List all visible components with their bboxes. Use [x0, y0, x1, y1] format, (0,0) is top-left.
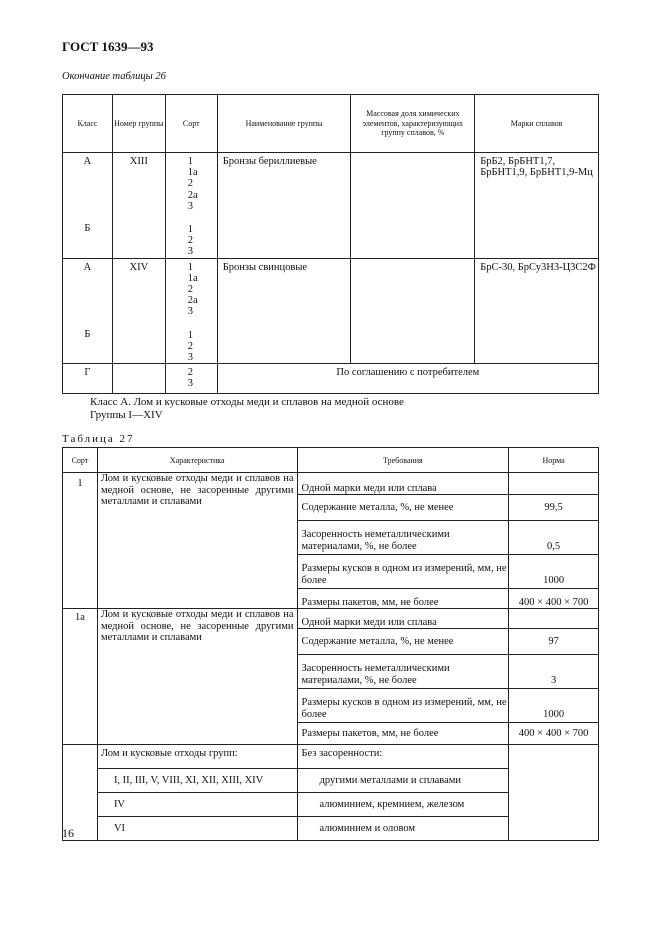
page-number: 16	[62, 826, 74, 840]
header-cell: Марки сплавов	[475, 95, 599, 153]
group-list: I, II, III, V, VIII, XI, XII, XIII, XIV	[97, 769, 297, 793]
sort-value: 2	[187, 340, 194, 352]
group-number: XIII	[112, 153, 165, 259]
sort-value: 1	[187, 329, 194, 341]
norm-cell: 0,5	[509, 521, 599, 555]
table-27	[62, 447, 599, 841]
sort-cell: 1	[63, 473, 98, 609]
class-note-line: Класс А. Лом и кусковые отходы меди и сплавов на медной основе	[90, 396, 404, 408]
sort-value: 3	[187, 378, 194, 390]
sort-value: 3	[187, 306, 194, 318]
sort-value: 2	[187, 367, 194, 379]
requirement-cell: другими металлами и сплавами	[297, 769, 509, 793]
requirement-cell: Содержание металла, %, не менее	[297, 629, 509, 655]
norm-cell: 99,5	[509, 495, 599, 521]
header-cell: Требования	[297, 448, 509, 473]
group-name: Бронзы свинцовые	[217, 258, 351, 364]
header-cell: Сорт	[63, 448, 98, 473]
sort-value: 1а	[187, 272, 198, 284]
class-note-line: Группы I—XIV	[90, 409, 163, 421]
table-header-row	[63, 448, 599, 473]
requirement-cell: Размеры кусков в одном из измерений, мм, не более	[297, 689, 509, 723]
norm-cell: 97	[509, 629, 599, 655]
table-row	[63, 258, 599, 364]
group-number: XIV	[112, 258, 165, 364]
alloy-grades: БрС-30, БрСу3Н3-Ц3С2Ф	[475, 258, 599, 364]
requirement-cell: Засоренность неметаллическими материалами, %, не более	[297, 655, 509, 689]
norm-cell: 400 × 400 × 700	[509, 589, 599, 609]
group-name: Бронзы бериллиевые	[217, 153, 351, 259]
norm-cell: 1000	[509, 555, 599, 589]
page-header: ГОСТ 1639—93	[62, 39, 154, 54]
norm-cell: 400 × 400 × 700	[509, 723, 599, 745]
header-cell: Класс	[63, 95, 113, 153]
sort-value: 3	[187, 200, 194, 212]
groups-intro: Лом и кусковые отходы групп:	[97, 745, 297, 769]
table-27-caption: Таблица 27	[62, 433, 135, 445]
agreement-text: По соглашению с потребителем	[217, 364, 598, 394]
sort-value: 1	[187, 261, 194, 273]
characteristic-cell: Лом и кусковые отходы меди и сплавов на медной основе, не засоренные другими металлами и сплавами	[97, 609, 297, 745]
header-cell: Наименование группы	[217, 95, 351, 153]
sort-value: 1	[187, 224, 194, 236]
sort-value: 1а	[187, 167, 198, 179]
mass-fraction	[351, 153, 475, 259]
class-label: Г	[63, 364, 113, 394]
header-cell: Сорт	[165, 95, 217, 153]
header-cell: Характеристика	[97, 448, 297, 473]
norm-cell	[509, 473, 599, 495]
table-continuation-caption: Окончание таблицы 26	[62, 71, 166, 82]
requirement-cell: алюминием, кремнием, железом	[297, 793, 509, 817]
norm-cell: 1000	[509, 689, 599, 723]
class-label: Б	[84, 328, 91, 340]
group-list: IV	[97, 793, 297, 817]
requirement-cell: Одной марки меди или сплава	[297, 609, 509, 629]
header-cell: Номер группы	[112, 95, 165, 153]
table-row	[63, 609, 599, 629]
requirement-cell: Засоренность неметаллическими материалами, %, не более	[297, 521, 509, 555]
sort-cell: 1а	[63, 609, 98, 745]
mass-fraction	[351, 258, 475, 364]
requirement-cell: Содержание металла, %, не менее	[297, 495, 509, 521]
sort-value: 2	[187, 284, 194, 296]
norm-cell: 3	[509, 655, 599, 689]
sort-value: 2а	[187, 189, 198, 201]
requirement-cell: алюминием и оловом	[297, 817, 509, 841]
header-cell: Норма	[509, 448, 599, 473]
table-row	[63, 153, 599, 259]
requirement-cell: Размеры пакетов, мм, не более	[297, 589, 509, 609]
requirement-cell: Без засоренности:	[297, 745, 509, 769]
sort-value: 2	[187, 178, 194, 190]
sort-value: 2	[187, 235, 194, 247]
table-26	[62, 94, 599, 394]
header-cell: Массовая доля химических элементов, характеризующих группу сплавов, %	[351, 95, 475, 153]
class-label: А	[83, 261, 92, 273]
class-note	[90, 396, 404, 422]
sort-value: 3	[187, 352, 194, 364]
table-row	[63, 364, 599, 394]
norm-cell	[509, 609, 599, 629]
requirement-cell: Одной марки меди или сплава	[297, 473, 509, 495]
requirement-cell: Размеры кусков в одном из измерений, мм, не более	[297, 555, 509, 589]
sort-value: 1	[187, 156, 194, 167]
class-label: Б	[84, 223, 91, 235]
characteristic-cell: Лом и кусковые отходы меди и сплавов на медной основе, не засоренные другими металлами и сплавами	[97, 473, 297, 609]
table-row	[63, 745, 599, 769]
class-label: А	[83, 156, 92, 167]
sort-value: 3	[187, 246, 194, 258]
table-header-row	[63, 95, 599, 153]
alloy-grades: БрБ2, БрБНТ1,7, БрБНТ1,9, БрБНТ1,9-Мц	[475, 153, 599, 259]
sort-value: 2а	[187, 295, 198, 307]
table-row	[63, 473, 599, 495]
requirement-cell: Размеры пакетов, мм, не более	[297, 723, 509, 745]
group-list: VI	[97, 817, 297, 841]
